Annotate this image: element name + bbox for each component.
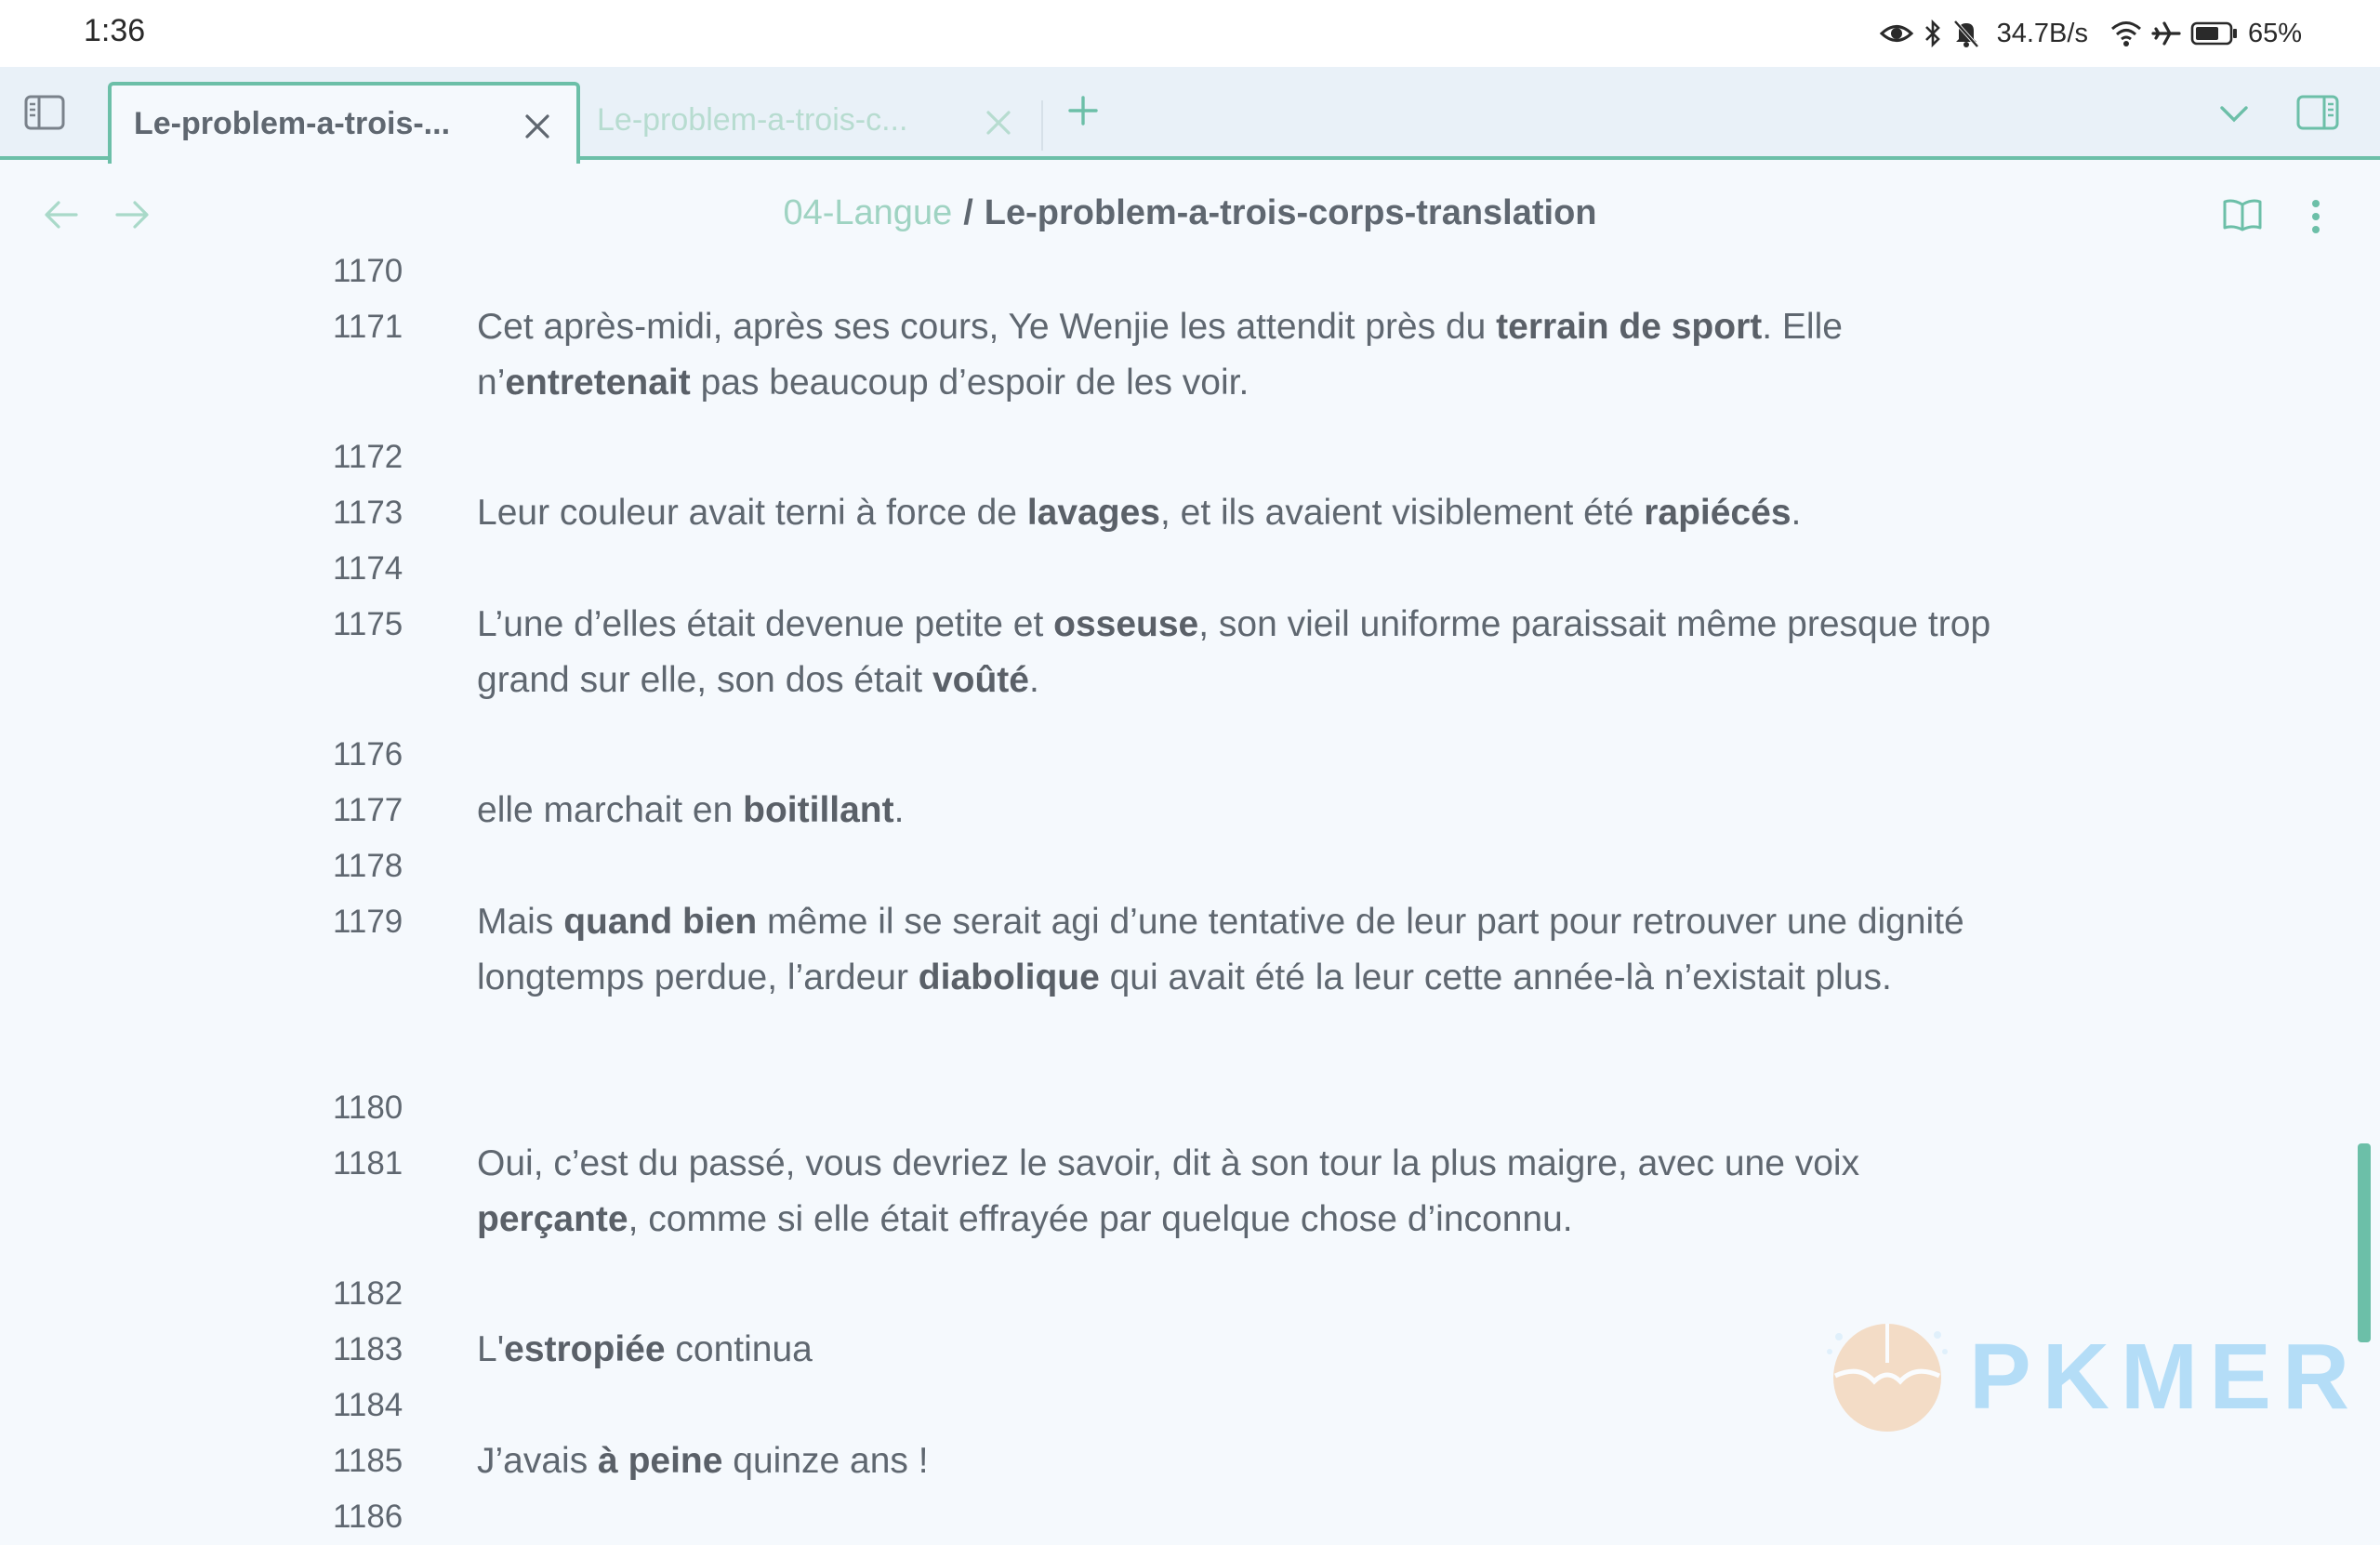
- text-run: Oui, c’est du passé, vous devriez le savoir, dit à son tour la plus maigre, avec une voix: [477, 1143, 1860, 1183]
- line-number: 1183: [333, 1331, 403, 1367]
- line-text[interactable]: [477, 894, 2002, 1006]
- editor-line[interactable]: [0, 839, 2045, 894]
- line-number: 1179: [333, 904, 403, 940]
- line-text[interactable]: [477, 783, 2002, 839]
- tab-active[interactable]: [108, 82, 580, 164]
- line-number: 1174: [333, 550, 403, 587]
- new-tab-plus-icon[interactable]: [1067, 95, 1099, 126]
- line-number: 1186: [333, 1499, 403, 1535]
- editor-line[interactable]: [0, 783, 2045, 839]
- editor-line[interactable]: [0, 1080, 2045, 1136]
- line-number: 1170: [333, 253, 403, 289]
- text-run: . Elle n’: [477, 307, 1843, 403]
- text-run: pas beaucoup d’espoir de les voir.: [690, 363, 1250, 403]
- editor-line[interactable]: [0, 429, 2045, 485]
- text-run: Leur couleur avait terni à force de: [477, 493, 1027, 533]
- line-number: 1178: [333, 848, 403, 884]
- line-text[interactable]: [477, 1136, 2002, 1248]
- bold-text: entretenait: [505, 363, 691, 403]
- editor-line[interactable]: [0, 485, 2045, 541]
- editor-line[interactable]: [0, 1136, 2045, 1248]
- net-speed: 34.7B/s: [1996, 18, 2088, 48]
- editor-line[interactable]: [0, 1322, 2045, 1378]
- line-number: 1182: [333, 1275, 403, 1312]
- line-number: 1185: [333, 1443, 403, 1479]
- bold-text: lavages: [1026, 493, 1160, 533]
- reading-view-book-icon[interactable]: [2222, 197, 2263, 232]
- bold-text: à peine: [598, 1441, 723, 1481]
- status-time: 1:36: [84, 13, 146, 48]
- bold-text: perçante: [477, 1199, 628, 1239]
- line-text[interactable]: [477, 299, 2002, 411]
- editor-line[interactable]: [0, 1489, 2045, 1545]
- text-run: L’une d’elles était devenue petite et: [477, 604, 1054, 644]
- bold-text: quand bien: [563, 902, 758, 942]
- text-run: même il se serait agi d’une tentative de leur part pour retrouver une dignité longtemps perdue, l’ardeur: [477, 902, 1964, 997]
- tab-title: Le-problem-a-trois-...: [134, 106, 451, 141]
- status-bar: [0, 0, 2380, 67]
- editor[interactable]: [0, 253, 2380, 1535]
- editor-line[interactable]: [0, 244, 2045, 299]
- line-number: 1176: [333, 736, 403, 772]
- text-run: , son vieil uniforme paraissait même presque trop grand sur elle, son dos était: [477, 604, 1991, 700]
- battery-icon: [2190, 20, 2239, 46]
- editor-line[interactable]: [0, 299, 2045, 411]
- breadcrumb-folder[interactable]: 04-Langue: [783, 193, 953, 232]
- text-run: .: [893, 790, 905, 830]
- text-run: quinze ans !: [722, 1441, 929, 1481]
- line-number: 1175: [333, 606, 403, 642]
- editor-line[interactable]: [0, 541, 2045, 597]
- bold-text: voûté: [932, 660, 1029, 700]
- text-run: elle marchait en: [477, 790, 744, 830]
- editor-line[interactable]: [0, 1266, 2045, 1322]
- breadcrumb-file[interactable]: Le-problem-a-trois-corps-translation: [984, 193, 1597, 232]
- airplane-icon: [2151, 20, 2181, 47]
- editor-line[interactable]: [0, 1378, 2045, 1433]
- text-run: qui avait été la leur cette année-là n’existait plus.: [1099, 957, 1892, 997]
- line-number: 1180: [333, 1089, 403, 1126]
- bluetooth-icon: [1923, 19, 1943, 48]
- left-sidebar-toggle-icon[interactable]: [24, 95, 65, 130]
- line-number: 1172: [333, 439, 403, 475]
- bold-text: estropiée: [504, 1329, 666, 1369]
- text-run: J’avais: [477, 1441, 599, 1481]
- line-number: 1177: [333, 792, 403, 828]
- bold-text: rapiécés: [1644, 493, 1792, 533]
- line-text[interactable]: [477, 485, 2002, 541]
- editor-line[interactable]: [0, 1433, 2045, 1489]
- editor-line[interactable]: [0, 894, 2045, 1062]
- text-run: .: [1028, 660, 1039, 700]
- more-options-icon[interactable]: [2309, 199, 2322, 234]
- text-run: , et ils avaient visiblement été: [1159, 493, 1645, 533]
- eye-icon: [1880, 20, 1913, 47]
- scrollbar-thumb[interactable]: [2358, 1143, 2371, 1342]
- text-run: , comme si elle était effrayée par quelque chose d’inconnu.: [628, 1199, 1573, 1239]
- status-icons: [1880, 13, 2302, 54]
- bold-text: osseuse: [1053, 604, 1199, 644]
- line-text[interactable]: [477, 1322, 2002, 1378]
- editor-line[interactable]: [0, 727, 2045, 783]
- line-number: 1173: [333, 495, 403, 531]
- tab-separator: [1041, 100, 1043, 151]
- editor-line[interactable]: [0, 597, 2045, 708]
- text-run: L': [477, 1329, 505, 1369]
- breadcrumb-separator: /: [963, 193, 973, 232]
- watermark-text: PKMER: [1969, 1325, 2361, 1429]
- breadcrumb: [0, 193, 2380, 233]
- tab-title: Le-problem-a-trois-c...: [597, 102, 908, 138]
- right-sidebar-toggle-icon[interactable]: [2296, 95, 2339, 130]
- pkmer-logo-icon: [1822, 1311, 1952, 1441]
- line-text[interactable]: [477, 597, 2002, 708]
- bold-text: diabolique: [918, 957, 1100, 997]
- line-number: 1181: [333, 1145, 403, 1182]
- close-tab-icon[interactable]: [522, 112, 552, 141]
- wifi-icon: [2110, 20, 2142, 47]
- close-tab-icon[interactable]: [984, 108, 1013, 138]
- line-number: 1171: [333, 309, 403, 345]
- mute-bell-icon: [1952, 19, 1980, 48]
- text-run: .: [1791, 493, 1802, 533]
- tab-bar: [0, 67, 2380, 160]
- text-run: Cet après-midi, après ses cours, Ye Wenjie les attendit près du: [477, 307, 1497, 347]
- tab-inactive[interactable]: [584, 82, 1039, 164]
- bold-text: terrain de sport: [1496, 307, 1763, 347]
- tab-list-chevron-down-icon[interactable]: [2218, 102, 2250, 125]
- bold-text: boitillant: [743, 790, 894, 830]
- line-number: 1184: [333, 1387, 403, 1423]
- battery-level: 65%: [2247, 18, 2302, 48]
- line-text[interactable]: [477, 1433, 2002, 1489]
- text-run: continua: [665, 1329, 813, 1369]
- text-run: Mais: [477, 902, 564, 942]
